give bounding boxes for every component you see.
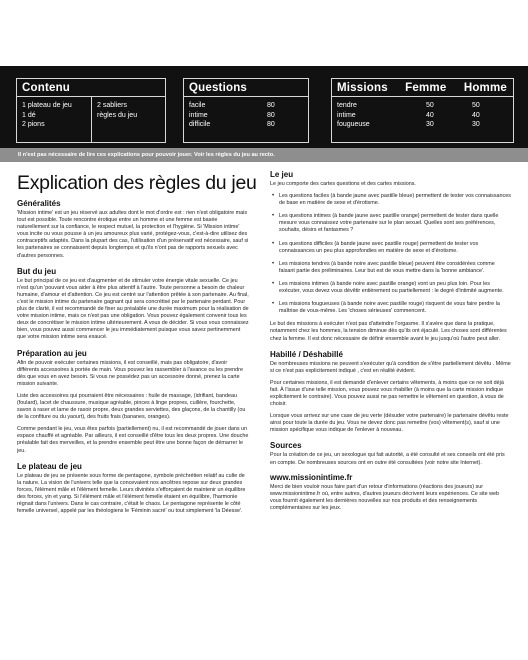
contenu-item: 1 plateau de jeu: [22, 102, 72, 109]
missions-panel: [331, 78, 514, 143]
mission-femme-count: 50: [426, 102, 434, 109]
list-item: • Les missions fougueuses (à bande noire avec pastille rouge) risquent de vous faire perdre la maîtrise de vous-même. Les 'choses sérieuses' commencent.: [270, 301, 511, 315]
notice-bar: Il n'est pas nécessaire de lire ces explications pour pouvoir jouer. Voir les règles du jeu au recto.: [0, 148, 528, 162]
contenu-col-1: [17, 97, 91, 142]
questions-panel: [183, 78, 309, 143]
contenu-title: Contenu: [16, 78, 166, 97]
section-heading: Le plateau de jeu: [17, 461, 82, 471]
section-heading: But du jeu: [17, 266, 57, 276]
section-heading: Sources: [270, 441, 302, 451]
section-heading: Habillé / Déshabillé: [270, 349, 343, 359]
contenu-item: règles du jeu: [97, 111, 138, 119]
paragraph: Afin de pouvoir exécuter certaines missions, il est conseillé, mais pas obligatoire, d'avoir différents accessoires à portée de main. Vous pouvez les rassembler à l'avance ou les prendre dès que vous en avez besoin. Si vous ne possédez pas un accessoire donné, prenez la carte mission suivante.: [17, 359, 243, 387]
right-column: [270, 170, 511, 517]
paragraph: Liste des accessoires qui pourraient être nécessaires : huile de massage, (idrifiant, bandeau (foulard), lacet de chaussure, musique agréable, pinces à linge propres, cuillère, fourchette, savon à raser et lame de rasoir propre, deux grandes serviettes, des glaçons, de la chantilly (ou de la confiture ou du yaourt), des fruits frais (bananes, oranges).: [17, 392, 246, 421]
contenu-col-2: [91, 97, 142, 142]
contenu-item: 2 pions: [22, 121, 45, 128]
paragraph: Lorsque vous arrivez sur une case de jeu verte (désuder votre partenaire) le partenaire dévêtu reste ainsi pour toute la durée du jeu. Vous ne devez donc pas remettre (vos) vêtement(s), sauf si une mission spécifique vous indique de l'enlever à nouveau.: [270, 413, 509, 434]
contenu-panel: [16, 78, 166, 143]
question-label: facile: [189, 102, 206, 109]
paragraph: Pour certaines missions, il est demandé d'enlever certains vêtements, à moins que ce ne soit déjà fait. À l'issue d'une telle mission, vous pouvez vous rhabiller (à moins que la carte mission indique explicitement le contraire). Vous pouvez aussi ne pas remettre le vêtement en question, à vous de choisir.: [270, 379, 504, 408]
missions-femme-header: Femme: [405, 82, 447, 94]
paragraph: Le jeu comporte des cartes questions et des cartes missions.: [270, 181, 416, 187]
section-heading: Généralités: [17, 199, 61, 208]
paragraph: 'Mission intime' est un jeu réservé aux adultes dont le mot d'ordre est : rien n'est obligatoire mais tout est possible. Toute rencontre érotique entre un homme et une femme est basée naturellement sur la confiance, le respect mutuel, la protection et l'hygiène. Si 'Mission intime' vous incite ou vous pousse à un jeu amoureux plus varié, protégez-vous, c'est-à-dire utilisez des contraceptifs adaptés. Dans la plupart des cas, l'utilisation d'un préservatif est nécessaire, sauf si les partenaires se connaissent depuis longtemps et qu'ils n'ont pas de rapports sexuels avec d'autres personnes.: [17, 210, 249, 259]
table-row: [332, 120, 513, 130]
missions-title-bar: [331, 78, 514, 97]
header-band: [0, 66, 528, 148]
paragraph: Pour la création de ce jeu, un sexologue qui fait autorité, a été consulté et ses conseils ont été pris en compte. De nombreuses sources ont en outre été consultées (voir notre site Internet).: [270, 452, 505, 466]
paragraph: Le but des missions à exécuter n'est pas d'atteindre l'orgasme. Il s'avère que dans la pratique, notamment chez les hommes, la tension diminue dès qu'ils ont éjaculé. Les choses sont différentes chez la femme. Il est donc nécessaire de définir ensemble avant le jeu jusqu'où l'autre peut aller.: [270, 321, 507, 342]
paragraph: Le but principal de ce jeu est d'augmenter et de stimuler votre énergie vitale sexuelle. Ce jeu n'est qu'un 'pouvant vous aider à être plus attentif à l'autre. Toute personne a besoin de chaleur humaine, d'amour et d'attention. Ce jeu est centré sur l'attention prêtée à son partenaire. Au final, c'est le mission intime du partenaire gagnant qui sera concrétisé par le partenaire perdant. Pour plus de clarté, il est recommandé de fixer au préalable une durée maximum pour la réalisation de votre mission intime, mais ce n'est pas une obligation. Vous pouvez également convenir tous les deux de concrétiser le mission intime ultérieurement. A vous de décider. Si vous vous connaissez bien, vous pouvez aussi commencer le jeu immédiatement puisque vous savez pertinemment que votre mission intime sera exaucé.: [17, 277, 249, 341]
mission-femme-count: 30: [426, 121, 434, 128]
paragraph: De nombreuses missions ne peuvent s'exécuter qu'à condition de s'être partiellement dévêtu . Même si ce n'est pas explicitement indiqué , c'est en réalité évident.: [270, 360, 511, 374]
list-item: • Les missions intimes (à bande noire avec pastille orange) vont un peu plus loin. Pour les exécuter, vous devez vous dévêtir entièrement ou partiellement : le degré d'intimité augmente.: [270, 281, 511, 295]
card-types-list: [270, 193, 511, 315]
paragraph: Comme pendant le jeu, vous êtes parfois (partiellement) nu, il est recommandé de jouer dans un espace chauffé et agréable. Par ailleurs, il est conseillé d'être tous les deux propres. Une douche préalable fait des merveilles, et la prendre ensemble peut être une bonne façon de démarrer le jeu.: [17, 426, 249, 454]
questions-table: [184, 101, 308, 130]
contenu-body: [16, 97, 166, 143]
contenu-item: 2 sabliers: [97, 102, 127, 109]
question-count: 80: [267, 102, 275, 109]
mission-homme-count: 50: [472, 102, 480, 109]
mission-femme-count: 40: [426, 111, 434, 119]
questions-title: Questions: [183, 78, 309, 97]
paragraph: Merci de bien vouloir nous faire part d'un retour d'informations (réactions des joueurs) sur www.missionintime.fr où, entre autres, d'autres joueurs décrivent leurs expériences. Ce site web vous fournit également les dernières nouvelles sur nos produits et des renseignements complémentaires sur les jeux.: [270, 483, 500, 511]
question-label: intime: [189, 111, 208, 119]
list-item: • Les questions difficiles (à bande jaune avec pastille rouge) permettent de tester vos connaissances un peu plus approfondies en matière de sexe et d'érotisme.: [270, 241, 511, 255]
contenu-item: 1 dé: [22, 111, 36, 119]
list-item: • Les questions intimes (à bande jaune avec pastille orange) permettent de tester dans quelle mesure vous connaissez votre partenaire sur le plan sexuel. Quelles sont ses préférences, souhaits, désirs et fantasmes ?: [270, 213, 511, 234]
paragraph: Le plateau de jeu se présente sous forme de pentagone, symbole préchrétien relatif au culte de la nature. La vision de l'univers telle que la concevaient nos ancêtres repose sur deux grandes forces, l'élément mâle et l'élément femelle. Leurs divinités s'efforçaient de maintenir un équilibre des forces, yin et yang. Si l'élément mâle et l'élément femelle étaient en équilibre, l'harmonie régnait dans l'univers. Dans le cas contraire, c'était le chaos. Le pentagone représente le côté femelle universel, appelé par les théologiens le 'Féminin sacré' ou tout simplement 'la Déesse'.: [17, 472, 246, 515]
table-row: [184, 120, 308, 130]
table-row: [332, 101, 513, 111]
table-row: [332, 111, 513, 121]
questions-body: [183, 97, 309, 143]
page-title: Explication des règles du jeu: [17, 172, 257, 194]
mission-label: fougueuse: [337, 121, 370, 128]
table-row: [184, 111, 308, 121]
left-column: [17, 199, 250, 520]
list-item: • Les questions faciles (à bande jaune avec pastille bleue) permettent de tester vos connaissances de base en matière de sexe et d'érotisme.: [270, 193, 511, 207]
website-heading: www.missionintime.fr: [270, 472, 353, 482]
mission-homme-count: 40: [472, 111, 480, 119]
missions-body: [331, 97, 514, 143]
question-label: difficile: [189, 121, 211, 128]
table-row: [184, 101, 308, 111]
list-item: • Les missions tendres (à bande noire avec pastille bleue) peuvent être considérées comme faisant partie des préliminaires. Leur but est de vous mettre dans la 'bonne ambiance'.: [270, 261, 511, 275]
mission-label: tendre: [337, 102, 357, 109]
mission-label: intime: [337, 111, 356, 119]
mission-homme-count: 30: [472, 121, 480, 128]
missions-homme-header: Homme: [463, 82, 507, 94]
question-count: 80: [267, 111, 275, 119]
missions-title: Missions: [337, 82, 388, 94]
section-heading: Préparation au jeu: [17, 348, 87, 358]
missions-table: [332, 101, 513, 130]
question-count: 80: [267, 121, 275, 128]
section-heading: Le jeu: [270, 170, 294, 179]
